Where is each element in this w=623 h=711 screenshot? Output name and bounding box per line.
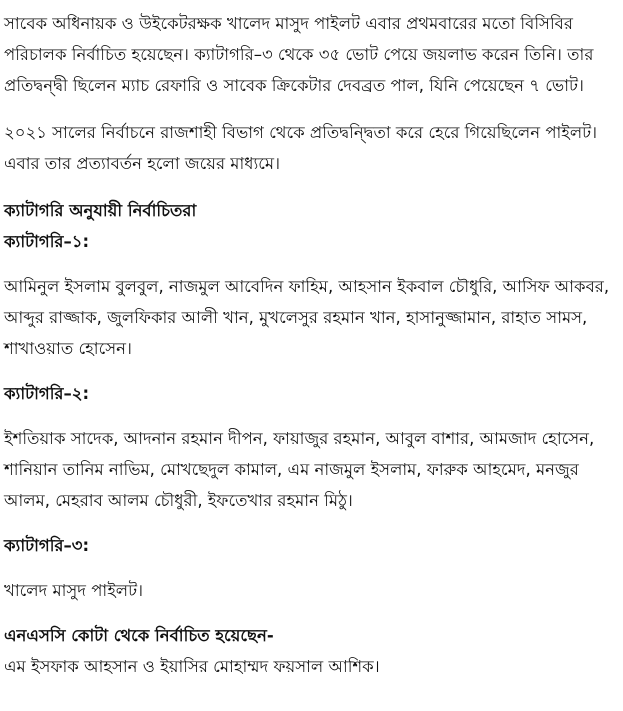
category1-names: আমিনুল ইসলাম বুলবুল, নাজমুল আবেদিন ফাহিম, আহসান ইকবাল চৌধুরি, আসিফ আকবর, আব্দুর রাজ্জাক, জুলফিকার আলী খান, মুখলেসুর রহমান খান, হাসানুজ্জামান, রাহাত সামস, শাখাওয়াত হোসেন। (4, 277, 610, 358)
nsc-quota-heading: এনএসসি কোটা থেকে নির্বাচিত হয়েছেন- (4, 626, 274, 645)
nsc-quota-names: এম ইসফাক আহসান ও ইয়াসির মোহাম্মদ ফয়সাল আশিক। (4, 657, 380, 676)
category3-names: খালেদ মাসুদ পাইলট। (4, 581, 143, 600)
category2-names: ইশতিয়াক সাদেক, আদনান রহমান দীপন, ফায়াজুর রহমান, আবুল বাশার, আমজাদ হোসেন, শানিয়ান তানিম নাভিম, মোখছেদুল কামাল, এম নাজমুল ইসলাম, ফারুক আহমেদ, মনজুর আলম, মেহরাব আলম চৌধুরী, ইফতেখার রহমান মিঠু। (4, 429, 595, 510)
intro-paragraph: সাবেক অধিনায়ক ও উইকেটরক্ষক খালেদ মাসুদ পাইলট এবার প্রথমবারের মতো বিসিবির পরিচালক নির্বাচিত হয়েছেন। ক্যাটাগরি–৩ থেকে ৩৫ ভোট পেয়ে জয়লাভ করেন তিনি। তার প্রতিদ্বন্দ্বী ছিলেন ম্যাচ রেফারি ও সাবেক ক্রিকেটার দেবব্রত পাল, যিনি পেয়েছেন ৭ ভোট। (4, 14, 594, 95)
section-heading-category-winners: ক্যাটাগরি অনুযায়ী নির্বাচিতরা (4, 201, 197, 220)
category3-heading: ক্যাটাগরি–৩: (4, 536, 90, 555)
category2-heading: ক্যাটাগরি–২: (4, 384, 90, 403)
history-paragraph: ২০২১ সালের নির্বাচনে রাজশাহী বিভাগ থেকে প্রতিদ্বন্দ্বিতা করে হেরে গিয়েছিলেন পাইলট। এবার তার প্রত্যাবর্তন হলো জয়ের মাধ্যমে। (4, 123, 598, 173)
category1-heading: ক্যাটাগরি–১: (4, 232, 90, 251)
